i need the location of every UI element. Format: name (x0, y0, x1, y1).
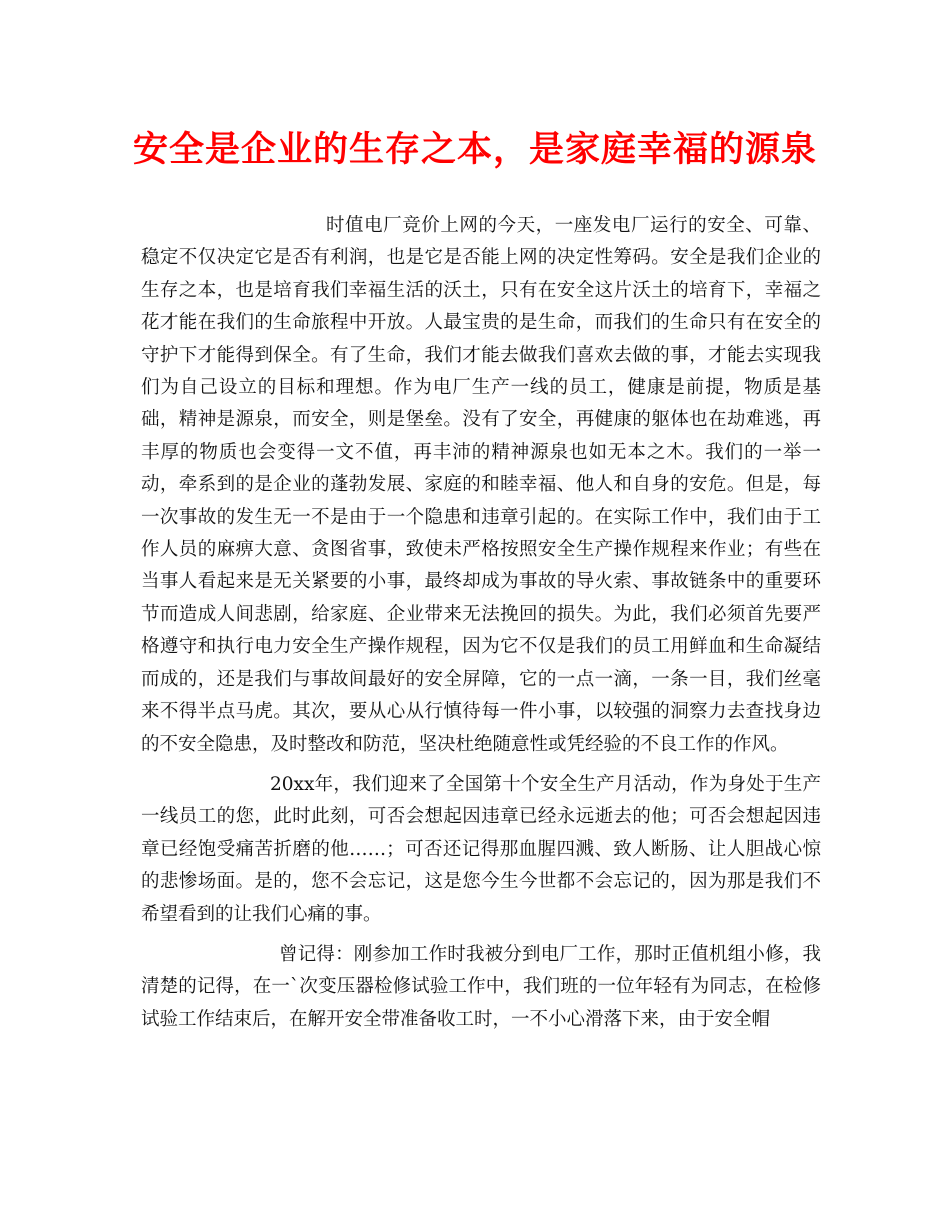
paragraph-2: 20xx年，我们迎来了全国第十个安全生产月活动，作为身处于生产一线员工的您，此时此刻，可否会想起因违章已经永远逝去的他；可否会想起因违章已经饱受痛苦折磨的他……；可否还记得那血腥四溅、致人断肠、让人胆战心惊的悲惨场面。是的，您不会忘记，这是您今生今世都不会忘记的，因为那是我们不希望看到的让我们心痛的事。 (141, 773, 821, 925)
document-title: 安全是企业的生存之本，是家庭幸福的源泉 (132, 129, 817, 170)
paragraph-3: 曾记得：刚参加工作时我被分到电厂工作，那时正值机组小修，我清楚的记得，在一`次变压器检修试验工作中，我们班的一位年轻有为同志，在检修试验工作结束后，在解开安全带准备收工时，一不小心滑落下来，由于安全帽 (141, 943, 821, 1030)
paragraph-1: 时值电厂竞价上网的今天，一座发电厂运行的安全、可靠、稳定不仅决定它是否有利润，也是它是否能上网的决定性筹码。安全是我们企业的生存之本，也是培育我们幸福生活的沃土，只有在安全这片沃土的培育下，幸福之花才能在我们的生命旅程中开放。人最宝贵的是生命，而我们的生命只有在安全的守护下才能得到保全。有了生命，我们才能去做我们喜欢去做的事，才能去实现我们为自己设立的目标和理想。作为电厂生产一线的员工，健康是前提，物质是基础，精神是源泉，而安全，则是堡垒。没有了安全，再健康的躯体也在劫难逃，再丰厚的物质也会变得一文不值，再丰沛的精神源泉也如无本之木。我们的一举一动，牵系到的是企业的蓬勃发展、家庭的和睦幸福、他人和自身的安危。但是，每一次事故的发生无一不是由于一个隐患和违章引起的。在实际工作中，我们由于工作人员的麻痹大意、贪图省事，致使未严格按照安全生产操作规程来作业；有些在当事人看起来是无关紧要的小事，最终却成为事故的导火索、事故链条中的重要环节而造成人间悲剧，给家庭、企业带来无法挽回的损失。为此，我们必须首先要严格遵守和执行电力安全生产操作规程，因为它不仅是我们的员工用鲜血和生命凝结而成的，还是我们与事故间最好的安全屏障，它的一点一滴，一条一目，我们丝毫来不得半点马虎。其次，要从心从行慎待每一件小事，以较强的洞察力去查找身边的不安全隐患，及时整改和防范，坚决杜绝随意性或凭经验的不良工作的作风。 (141, 215, 821, 755)
document-body (141, 210, 821, 1044)
